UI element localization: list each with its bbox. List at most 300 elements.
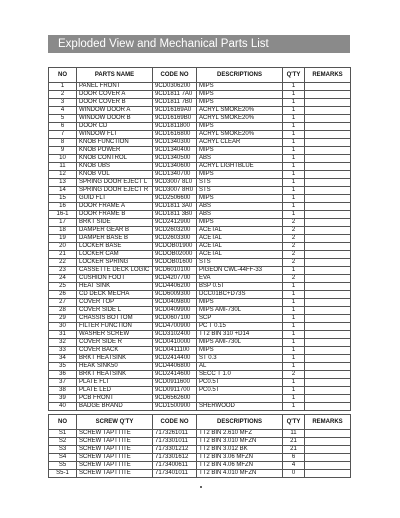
table-cell: 1 [283, 299, 305, 307]
table-cell: 9CD1811 3A0 [153, 203, 197, 211]
table-cell: 1 [283, 107, 305, 115]
table-cell: 1 [283, 291, 305, 299]
table-cell: 29 [49, 315, 77, 323]
table-cell: 1 [283, 283, 305, 291]
table-row [49, 363, 351, 371]
table-cell: ST 0.3 [197, 355, 283, 363]
column-header: SCREW Q'TY [77, 415, 153, 430]
table-cell: 5 [49, 115, 77, 123]
table-cell: TT2 BIN 3.010 MFZN [197, 438, 283, 446]
table-cell: 1 [283, 139, 305, 147]
table-cell [305, 462, 351, 470]
table-cell: 40 [49, 403, 77, 411]
table-row [49, 235, 351, 243]
table-cell: 1 [283, 347, 305, 355]
table-cell: 1 [283, 403, 305, 411]
table-row [49, 99, 351, 107]
table-cell: 1 [283, 211, 305, 219]
table-cell [305, 195, 351, 203]
table-cell: 36 [49, 371, 77, 379]
table-cell [305, 470, 351, 478]
table-cell: 1 [283, 91, 305, 99]
table-cell: TT2 BIN 310 +D14 [197, 331, 283, 339]
column-header: REMARKS [305, 415, 351, 430]
table-cell: 4 [49, 107, 77, 115]
table-cell [305, 283, 351, 291]
table-cell: SCREW TAPTTITE [77, 438, 153, 446]
table-cell: 37 [49, 379, 77, 387]
table-cell: CUSHION FOOT [77, 275, 153, 283]
table-cell: AL [197, 363, 283, 371]
table-row [49, 203, 351, 211]
table-cell: 9CD4700900 [153, 323, 197, 331]
table-cell: SCREW TAPTTITE [77, 462, 153, 470]
table-cell: 6 [49, 123, 77, 131]
table-cell: 9CD2603300 [153, 235, 197, 243]
table-row [49, 347, 351, 355]
table-cell: 13 [49, 179, 77, 187]
table-row [49, 267, 351, 275]
table-cell: 28 [49, 307, 77, 315]
table-cell: 9CD1340600 [153, 163, 197, 171]
table-cell: LOCKER SPRING [77, 259, 153, 267]
column-header: REMARKS [305, 68, 351, 83]
table-cell: 7173401011 [153, 470, 197, 478]
table-cell: MIPS [197, 171, 283, 179]
column-header: PARTS NAME [77, 68, 153, 83]
table-cell: TT2 BIN 2.610 MFZ [197, 430, 283, 438]
table-cell: 9CD1340400 [153, 147, 197, 155]
table-cell: ABS [197, 155, 283, 163]
table-cell: CHASSIS BOTTOM [77, 315, 153, 323]
table-cell: 9CD2603200 [153, 227, 197, 235]
table-cell: 20 [49, 243, 77, 251]
table-cell: COVER SIDE R [77, 339, 153, 347]
table-row [49, 115, 351, 123]
table-cell [305, 155, 351, 163]
table-cell: 9CD4406800 [153, 363, 197, 371]
table-cell: PC T 0.15 [197, 323, 283, 331]
table-cell [305, 211, 351, 219]
table-cell [305, 323, 351, 331]
table-cell: 1 [283, 123, 305, 131]
page-title: Exploded View and Mechanical Parts List [48, 35, 350, 53]
table-cell: 1 [283, 99, 305, 107]
table-cell: 31 [49, 331, 77, 339]
table-row [49, 355, 351, 363]
table-cell: 9CD3007 8R0 [153, 187, 197, 195]
table-cell: 7 [49, 131, 77, 139]
table-cell: MIPS [197, 219, 283, 227]
table-cell: 2 [283, 251, 305, 259]
table-cell: PC0.5T [197, 379, 283, 387]
table-cell [305, 187, 351, 195]
table-cell: SPRING DOOR EJECT R [77, 187, 153, 195]
table-cell: PC0.5T [197, 387, 283, 395]
table-cell: 1 [283, 155, 305, 163]
table-cell: 1 [283, 187, 305, 195]
table-cell: ACETAL [197, 227, 283, 235]
table-cell: 2 [283, 371, 305, 379]
table-cell: 1 [283, 323, 305, 331]
screws-table-header [49, 415, 351, 430]
table-cell: MIPS [197, 347, 283, 355]
table-cell: 39 [49, 395, 77, 403]
table-cell: 2 [283, 259, 305, 267]
table-cell: 9CD16169B0 [153, 115, 197, 123]
table-cell: KNOB POWER [77, 147, 153, 155]
table-cell [305, 243, 351, 251]
table-row [49, 171, 351, 179]
table-cell [305, 259, 351, 267]
table-cell: 0 [283, 470, 305, 478]
table-cell: 9CD0911700 [153, 387, 197, 395]
table-cell: 2 [283, 227, 305, 235]
table-cell: SHERWOOD [197, 403, 283, 411]
table-cell [305, 227, 351, 235]
table-cell [305, 83, 351, 91]
table-cell: SCP [197, 315, 283, 323]
table-row [49, 470, 351, 478]
table-cell [305, 251, 351, 259]
table-cell [305, 446, 351, 454]
table-cell: KNOB CONTROL [77, 155, 153, 163]
table-cell: DCC01BC+D73S [197, 291, 283, 299]
table-cell [305, 115, 351, 123]
table-row [49, 379, 351, 387]
table-row [49, 387, 351, 395]
table-cell [305, 139, 351, 147]
table-cell: 1 [283, 307, 305, 315]
table-cell: MIPS [197, 195, 283, 203]
table-cell [305, 291, 351, 299]
table-cell: SCREW TAPTTITE [77, 454, 153, 462]
table-row [49, 323, 351, 331]
table-cell: 1 [283, 379, 305, 387]
table-cell: 1 [283, 115, 305, 123]
page-mark [200, 486, 202, 488]
table-row [49, 155, 351, 163]
table-cell: HEAK SINK50 [77, 363, 153, 371]
table-cell [305, 387, 351, 395]
table-cell [305, 107, 351, 115]
table-cell: WINDOW DOOR A [77, 107, 153, 115]
table-cell: FILTER FUNCTION [77, 323, 153, 331]
table-cell: PLATE FLT [77, 379, 153, 387]
table-cell: 9CD0911600 [153, 379, 197, 387]
parts-table [48, 67, 351, 411]
table-cell: ACRYL SMOKE20% [197, 115, 283, 123]
table-cell: 1 [283, 331, 305, 339]
table-cell: 2 [49, 91, 77, 99]
table-cell: 24 [49, 275, 77, 283]
table-cell: ABS [197, 211, 283, 219]
table-cell: SECC T 1.0 [197, 371, 283, 379]
table-cell [305, 331, 351, 339]
table-cell: ACETAL [197, 235, 283, 243]
table-cell: STS [197, 187, 283, 195]
table-cell: 35 [49, 363, 77, 371]
table-row [49, 403, 351, 411]
table-cell: MIPS AMI-730L [197, 339, 283, 347]
table-cell [305, 371, 351, 379]
table-cell: 30 [49, 323, 77, 331]
table-cell: S1 [49, 430, 77, 438]
table-cell: S4 [49, 454, 77, 462]
table-cell: ABS [197, 203, 283, 211]
table-cell [305, 299, 351, 307]
table-row [49, 430, 351, 438]
table-cell: 16-1 [49, 211, 77, 219]
table-cell: DOOR COVER A [77, 91, 153, 99]
table-cell [305, 203, 351, 211]
table-cell: EVA [197, 275, 283, 283]
table-cell: 25 [49, 283, 77, 291]
table-cell: 9CD6009300 [153, 291, 197, 299]
table-cell: 17 [49, 219, 77, 227]
table-cell: SCREW TAPTTITE [77, 470, 153, 478]
table-row [49, 299, 351, 307]
table-cell: 9CD1811 7A0 [153, 91, 197, 99]
table-cell: 9CD4207700 [153, 275, 197, 283]
table-cell: PLATE LED [77, 387, 153, 395]
table-row [49, 179, 351, 187]
table-row [49, 83, 351, 91]
table-cell: MIPS [197, 91, 283, 99]
table-row [49, 283, 351, 291]
table-cell: ACETAL [197, 251, 283, 259]
table-cell: DOOR CD [77, 123, 153, 131]
table-cell [305, 307, 351, 315]
table-cell: STS [197, 179, 283, 187]
table-row [49, 195, 351, 203]
table-cell: PCB FRONT [77, 395, 153, 403]
table-row [49, 446, 351, 454]
table-cell [305, 267, 351, 275]
table-cell: TT2 BIN 4.010 MFZN [197, 470, 283, 478]
table-cell [305, 219, 351, 227]
table-cell: 1 [283, 267, 305, 275]
table-cell: 9CD1340500 [153, 155, 197, 163]
table-cell: 7173301612 [153, 454, 197, 462]
table-row [49, 462, 351, 470]
table-cell: 9CD2414400 [153, 355, 197, 363]
table-cell: WINDOW FLT [77, 131, 153, 139]
table-cell: 9CD1340300 [153, 139, 197, 147]
table-row [49, 315, 351, 323]
table-cell: 9CD0607100 [153, 315, 197, 323]
table-cell: TT2 BIN 3.012 BK [197, 446, 283, 454]
table-cell: ACRYL CLEAR [197, 139, 283, 147]
table-cell [305, 438, 351, 446]
table-cell: 21 [283, 438, 305, 446]
table-cell: MIPS AMI-730L [197, 307, 283, 315]
table-row [49, 107, 351, 115]
table-row [49, 259, 351, 267]
table-cell: 1 [283, 83, 305, 91]
table-cell: 1 [283, 163, 305, 171]
table-cell: 1 [283, 339, 305, 347]
table-cell: 9 [49, 147, 77, 155]
table-cell: BRKT HEATSINK [77, 371, 153, 379]
table-cell: WASHER SCREW [77, 331, 153, 339]
table-cell: 9CD1811 3B0 [153, 211, 197, 219]
table-cell: 14 [49, 187, 77, 195]
table-cell: MIPS [197, 299, 283, 307]
table-cell: 11 [283, 430, 305, 438]
table-row [49, 331, 351, 339]
table-cell: LOCKER CAM [77, 251, 153, 259]
table-cell: CD DECK MECHA [77, 291, 153, 299]
table-cell: 23 [49, 267, 77, 275]
table-cell: 9CD3007 8L0 [153, 179, 197, 187]
column-header: Q'TY [283, 68, 305, 83]
table-cell [305, 147, 351, 155]
table-cell [305, 347, 351, 355]
table-cell: S5 [49, 462, 77, 470]
table-cell: 32 [49, 339, 77, 347]
table-cell: 9CD3102400 [153, 331, 197, 339]
column-header: CODE NO [153, 68, 197, 83]
table-cell: S3 [49, 446, 77, 454]
table-cell: COVER SIDE L [77, 307, 153, 315]
table-cell: MIPS [197, 83, 283, 91]
table-cell: 2 [283, 275, 305, 283]
column-header: CODE NO [153, 415, 197, 430]
table-cell [305, 430, 351, 438]
table-cell: 12 [49, 171, 77, 179]
table-cell: S5-1 [49, 470, 77, 478]
table-cell [305, 275, 351, 283]
table-cell: 9CD2412900 [153, 219, 197, 227]
table-cell: ACETAL [197, 243, 283, 251]
table-cell: SPRING DOOR EJECT L [77, 179, 153, 187]
table-cell: MIPS [197, 147, 283, 155]
table-cell: MIPS [197, 123, 283, 131]
table-row [49, 251, 351, 259]
table-cell: COVER TOP [77, 299, 153, 307]
table-cell: 9CD1811800 [153, 123, 197, 131]
table-cell: ACRYL LIGHTBLUE [197, 163, 283, 171]
table-cell: 7173400611 [153, 462, 197, 470]
table-cell: BRKT HEATSINK [77, 355, 153, 363]
table-cell [305, 179, 351, 187]
parts-table-body [49, 83, 351, 411]
table-cell: LOCKER BASE [77, 243, 153, 251]
table-cell: 7173261011 [153, 430, 197, 438]
table-cell: 1 [283, 171, 305, 179]
table-cell: 26 [49, 291, 77, 299]
table-cell: 9CD1500900 [153, 403, 197, 411]
table-cell: 38 [49, 387, 77, 395]
table-cell [305, 363, 351, 371]
table-cell: SCREW TAPTTITE [77, 446, 153, 454]
table-row [49, 243, 351, 251]
table-cell [305, 171, 351, 179]
table-cell: DOOR FRAME A [77, 203, 153, 211]
table-cell: 2 [283, 243, 305, 251]
table-cell: 2 [283, 219, 305, 227]
table-cell: KNOB VOL [77, 171, 153, 179]
table-cell [305, 454, 351, 462]
table-cell: 9CDOB01900 [153, 243, 197, 251]
table-cell: 1 [283, 363, 305, 371]
table-cell: 1 [283, 395, 305, 403]
table-cell [305, 403, 351, 411]
table-cell: 7173301212 [153, 446, 197, 454]
table-cell: SCREW TAPTTITE [77, 430, 153, 438]
table-cell: 6 [283, 454, 305, 462]
table-cell: 1 [283, 355, 305, 363]
table-cell: 4 [283, 462, 305, 470]
table-cell: 1 [283, 195, 305, 203]
table-row [49, 139, 351, 147]
table-cell: PIGEON CWL-44FF-33 [197, 267, 283, 275]
table-cell: DOOR FRAME B [77, 211, 153, 219]
table-cell: 10 [49, 155, 77, 163]
table-cell [305, 379, 351, 387]
table-cell [197, 395, 283, 403]
table-cell: TT2 BIN 4.06 MFZN [197, 462, 283, 470]
table-cell: 34 [49, 355, 77, 363]
table-cell [305, 315, 351, 323]
table-row [49, 91, 351, 99]
table-cell: 1 [283, 203, 305, 211]
column-header: NO [49, 68, 77, 83]
table-cell: GUID FLT [77, 195, 153, 203]
table-cell: 9CD6562600 [153, 395, 197, 403]
table-row [49, 291, 351, 299]
table-cell: 8 [49, 139, 77, 147]
table-cell: STS [197, 259, 283, 267]
table-cell: 9CDOB01600 [153, 259, 197, 267]
table-cell [305, 395, 351, 403]
table-row [49, 275, 351, 283]
table-row [49, 371, 351, 379]
table-cell: 9CD2414600 [153, 371, 197, 379]
table-cell: 9CD1811 7B0 [153, 99, 197, 107]
table-cell: 22 [49, 259, 77, 267]
table-cell: 9CD0409800 [153, 299, 197, 307]
table-cell: COVER BACK [77, 347, 153, 355]
screws-table [48, 414, 351, 478]
table-cell: 27 [49, 299, 77, 307]
table-cell: 33 [49, 347, 77, 355]
table-cell: PANEL FRONT [77, 83, 153, 91]
table-cell [305, 131, 351, 139]
table-cell: 9CD16169A0 [153, 107, 197, 115]
table-cell: 19 [49, 235, 77, 243]
table-row [49, 147, 351, 155]
table-row [49, 211, 351, 219]
table-row [49, 123, 351, 131]
table-cell: BSP 0.5T [197, 283, 283, 291]
column-header: DESCRIPTIONS [197, 415, 283, 430]
table-row [49, 454, 351, 462]
table-cell: 11 [49, 163, 77, 171]
table-cell: 1 [283, 387, 305, 395]
table-cell [305, 123, 351, 131]
table-row [49, 131, 351, 139]
table-cell: MIPS [197, 99, 283, 107]
table-cell [305, 91, 351, 99]
table-cell: BADGE BRAND [77, 403, 153, 411]
table-cell: CASSETTE DECK LOGIC [77, 267, 153, 275]
table-cell: 9CD0409900 [153, 307, 197, 315]
table-cell: 9CD1340700 [153, 171, 197, 179]
table-cell: 2 [283, 235, 305, 243]
table-cell: KNOB FUNCTION [77, 139, 153, 147]
